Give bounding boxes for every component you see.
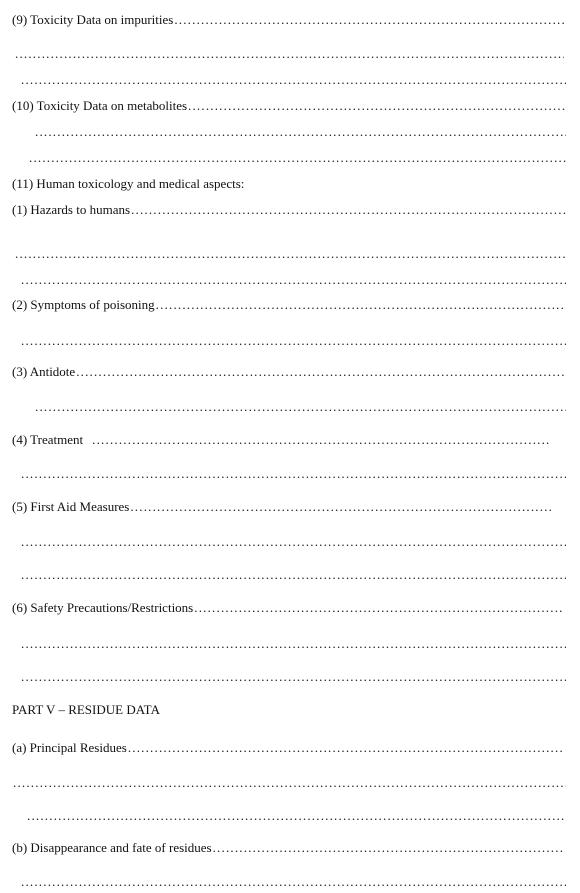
first-aid-label: (5) First Aid Measures [12,499,130,514]
fill-line [34,124,566,140]
fill-line [20,669,566,685]
safety-label: (6) Safety Precautions/Restrictions [12,600,194,615]
treatment-label: (4) Treatment [12,432,84,447]
disappearance-field [12,840,564,856]
fill-line [12,775,566,791]
toxicity-impurities-label: (9) Toxicity Data on impurities [12,12,174,27]
fill-line [194,600,564,616]
toxicity-metabolites-label: (10) Toxicity Data on metabolites [12,98,188,113]
fill-line [34,399,566,415]
toxicity-impurities-field [12,12,566,28]
fill-line [156,297,566,313]
part-v-heading: PART V – RESIDUE DATA [12,702,160,717]
fill-line [131,202,566,218]
fill-line [14,46,564,62]
first-aid-field [12,499,552,515]
fill-line [20,567,566,583]
fill-line [20,636,566,652]
fill-line [130,499,552,515]
symptoms-field [12,297,566,313]
disappearance-label: (b) Disappearance and fate of residues [12,840,212,855]
toxicity-metabolites-field [12,98,566,114]
fill-line [20,874,566,890]
fill-line [26,808,566,824]
fill-line [213,840,564,856]
antidote-field [12,364,564,380]
fill-line [20,333,566,349]
antidote-label: (3) Antidote [12,364,76,379]
fill-line [174,12,566,28]
principal-residues-field [12,740,564,756]
fill-line [92,432,550,448]
human-toxicology-heading: (11) Human toxicology and medical aspects: [12,176,245,191]
safety-field [12,600,564,616]
fill-line [28,150,566,166]
symptoms-label: (2) Symptoms of poisoning [12,297,155,312]
fill-line [20,534,566,550]
fill-line [188,98,566,114]
fill-line [128,740,564,756]
fill-line [76,364,564,380]
treatment-field [12,432,550,448]
fill-line [14,246,566,262]
hazards-label: (1) Hazards to humans [12,202,131,217]
principal-residues-label: (a) Principal Residues [12,740,127,755]
fill-line [20,466,566,482]
fill-line [20,272,566,288]
hazards-field [12,202,566,218]
fill-line [20,72,566,88]
